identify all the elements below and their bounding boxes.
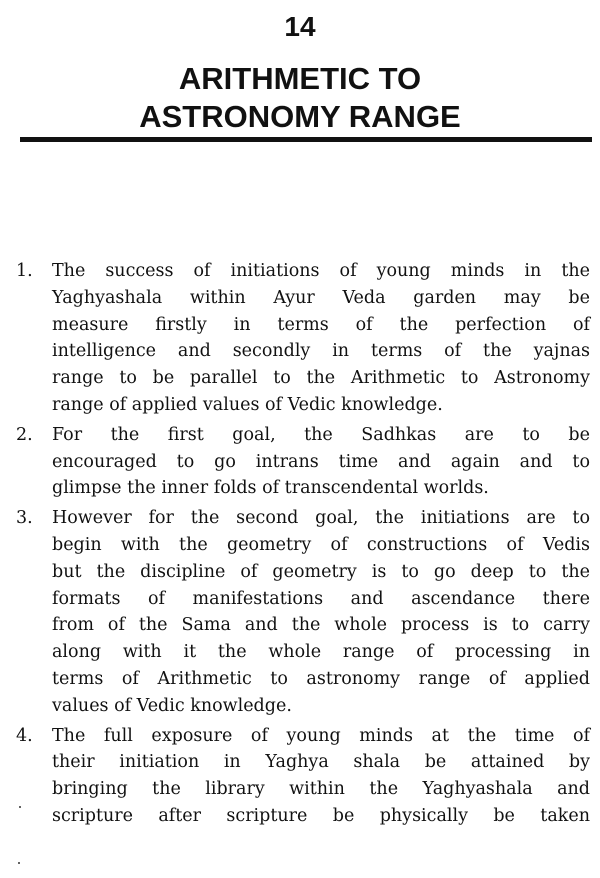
title-underline-rule [20,137,592,142]
text-line: along with it the whole range of processing in [52,642,590,663]
text-line: For the first goal, the Sadhkas are to be [52,424,590,445]
text-line: measure firstly in terms of the perfection of [52,314,590,335]
text-line: range of applied values of Vedic knowledge. [52,394,443,415]
numbered-list [16,258,590,833]
text-line: values of Vedic knowledge. [52,695,292,716]
text-line: but the discipline of geometry is to go deep to the [52,561,590,582]
scan-speck [19,806,21,808]
text-line: formats of manifestations and ascendance there [52,588,590,609]
text-line: encouraged to go intrans time and again and to [52,451,590,472]
chapter-title [0,60,600,136]
text-line: scripture after scripture be physically be taken [52,805,590,826]
text-line: intelligence and secondly in terms of the yajnas [52,341,590,362]
text-line: glimpse the inner folds of transcendental worlds. [52,478,489,499]
chapter-title-line-2: ASTRONOMY RANGE [139,99,461,134]
list-item-number: 2. [16,424,33,445]
text-line: begin with the geometry of constructions of Vedis [52,534,590,555]
text-line: terms of Arithmetic to astronomy range of applied [52,668,590,689]
list-item [16,422,590,502]
list-item [16,505,590,719]
list-item [16,723,590,830]
list-item-number: 1. [16,261,33,281]
chapter-number: 14 [284,11,316,42]
text-line: Yaghyashala within Ayur Veda garden may be [52,287,590,308]
text-line: their initiation in Yaghya shala be attained by [52,752,590,773]
list-item-number: 4. [16,725,33,746]
list-item-number: 3. [16,508,33,529]
list-item [16,258,590,419]
text-line: bringing the library within the Yaghyashala and [52,779,590,800]
text-line: However for the second goal, the initiations are to [52,508,590,529]
text-line: from of the Sama and the whole process is to carry [52,615,590,636]
scan-speck [18,862,20,864]
chapter-title-line-1: ARITHMETIC TO [178,61,422,96]
text-line: The success of initiations of young minds in the [52,261,590,281]
text-line: The full exposure of young minds at the time of [52,725,590,746]
text-line: range to be parallel to the Arithmetic to Astronomy [52,368,590,389]
